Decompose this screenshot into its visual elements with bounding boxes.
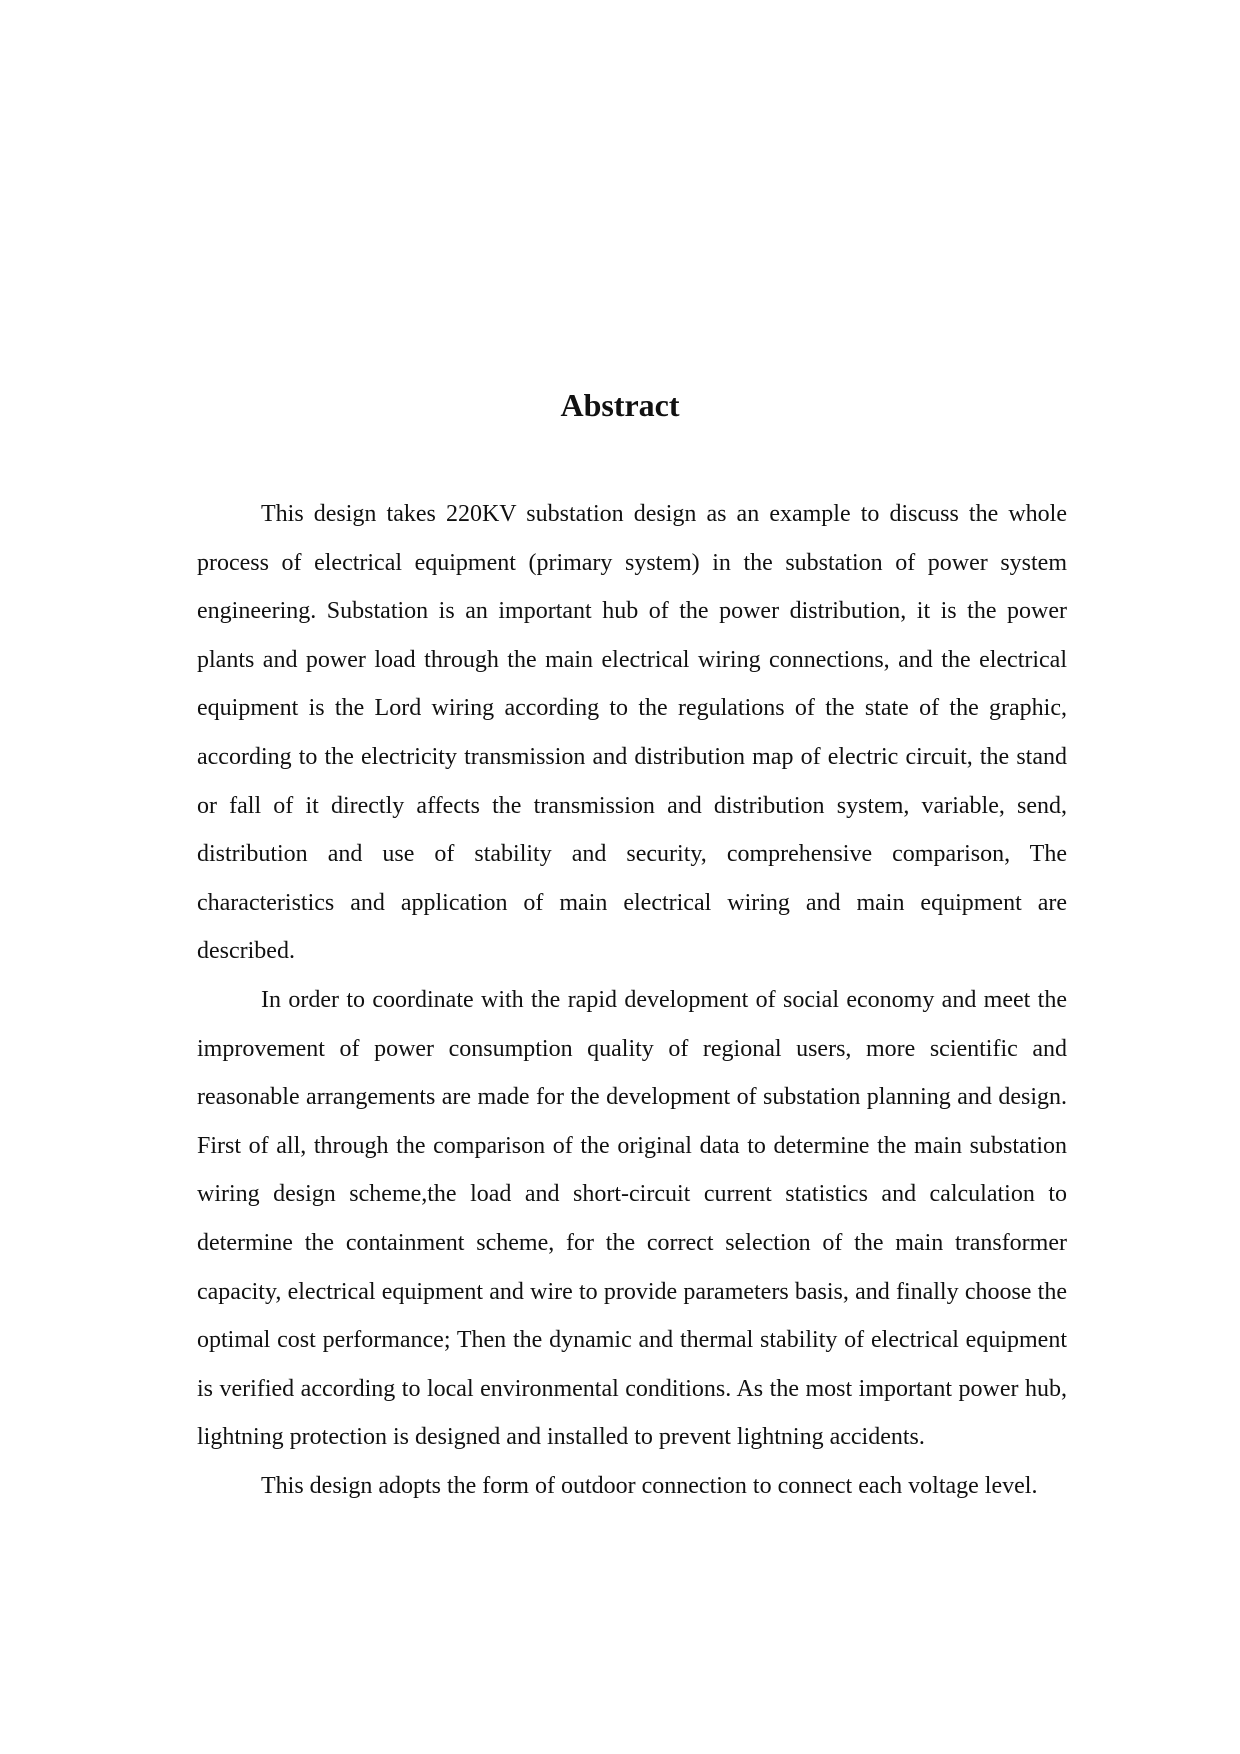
abstract-body	[197, 490, 1067, 1510]
paragraph-1: This design takes 220KV substation design as an example to discuss the whole process of electrical equipment (primary system) in the substation of power system engineering. Substation is an important hub of the power distribution, it is the power plants and power load through the main electrical wiring connections, and the electrical equipment is the Lord wiring according to the regulations of the state of the graphic, according to the electricity transmission and distribution map of electric circuit, the stand or fall of it directly affects the transmission and distribution system, variable, send, distribution and use of stability and security, comprehensive comparison, The characteristics and application of main electrical wiring and main equipment are described.	[197, 501, 1067, 965]
paragraph-2: In order to coordinate with the rapid development of social economy and meet the improvement of power consumption quality of regional users, more scientific and reasonable arrangements are made for the development of substation planning and design. First of all, through the comparison of the original data to determine the main substation wiring design scheme,the load and short-circuit current statistics and calculation to determine the containment scheme, for the correct selection of the main transformer capacity, electrical equipment and wire to provide parameters basis, and finally choose the optimal cost performance; Then the dynamic and thermal stability of electrical equipment is verified according to local environmental conditions. As the most important power hub, lightning protection is designed and installed to prevent lightning accidents.	[197, 986, 1067, 1451]
page-title: Abstract	[560, 387, 680, 423]
paragraph-3: This design adopts the form of outdoor connection to connect each voltage level.	[261, 1472, 1038, 1499]
